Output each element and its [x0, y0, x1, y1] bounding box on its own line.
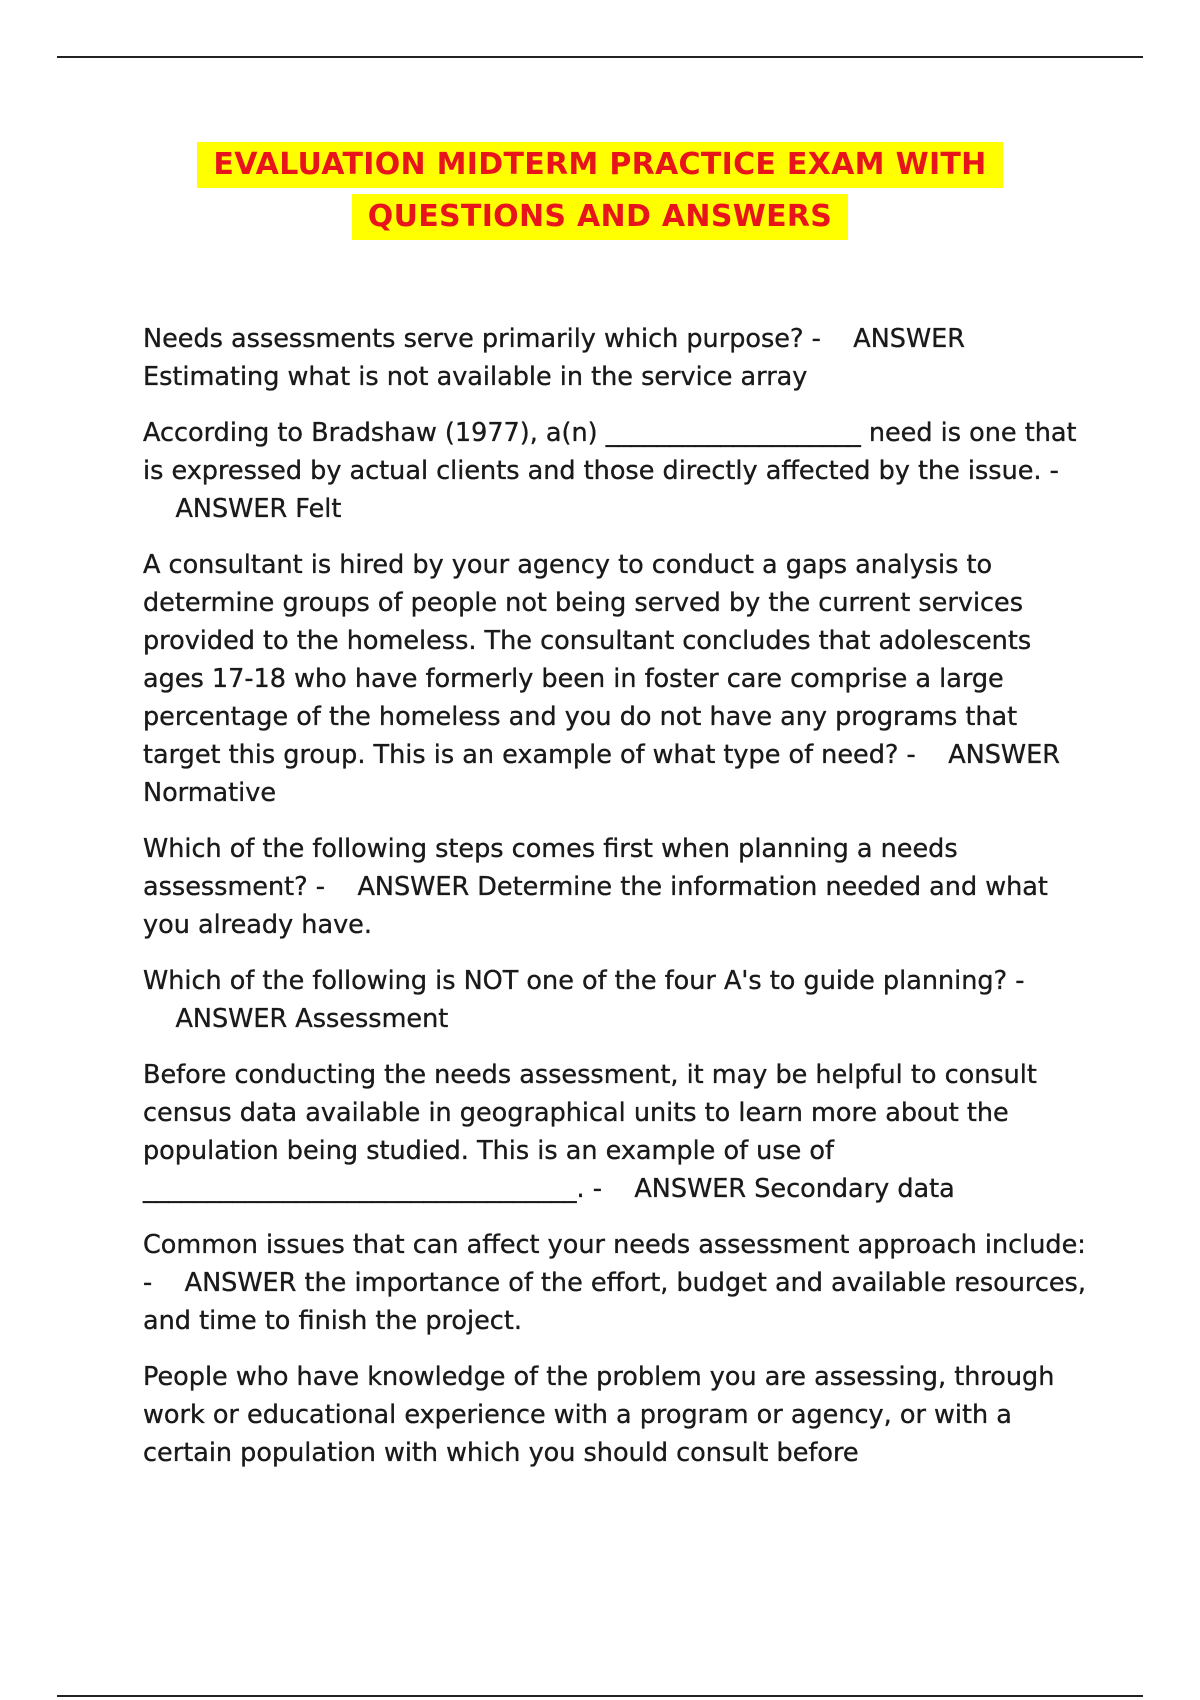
- question-text: People who have knowledge of the problem you are assessing, through work or educational experience with a program or agency, or with a certain population with which you should consult before: [143, 1362, 1055, 1468]
- question-text: Which of the following steps comes first when planning a needs assessment? -: [143, 834, 958, 902]
- qa-list: [143, 320, 1093, 1490]
- question-text: Before conducting the needs assessment, it may be helpful to consult census data available in geographical units to learn more about the population being studied. This is an example of use of __________________________________. -: [143, 1060, 1037, 1204]
- qa-item-1: [143, 320, 1093, 396]
- answer-text: ANSWER Assessment: [175, 1004, 449, 1034]
- question-text: Needs assessments serve primarily which purpose? -: [143, 324, 821, 354]
- question-text: Common issues that can affect your needs assessment approach include: -: [143, 1230, 1086, 1298]
- question-text: A consultant is hired by your agency to conduct a gaps analysis to determine groups of people not being served by the current services provided to the homeless. The consultant concludes that adolescents ages 17-18 who have formerly been in foster care comprise a large percentage of the homeless and you do not have any programs that target this group. This is an example of what type of need? -: [143, 550, 1032, 770]
- title-line-2: QUESTIONS AND ANSWERS: [352, 194, 848, 240]
- answer-text: ANSWER Estimating what is not available in the service array: [143, 324, 965, 392]
- answer-text: ANSWER Felt: [175, 494, 342, 524]
- qa-item-3: [143, 546, 1093, 812]
- qa-item-2: [143, 414, 1093, 528]
- answer-text: ANSWER Normative: [143, 740, 1060, 808]
- title-line-1: EVALUATION MIDTERM PRACTICE EXAM WITH: [197, 142, 1002, 188]
- document-title: [0, 142, 1200, 240]
- answer-text: ANSWER Determine the information needed and what you already have.: [143, 872, 1048, 940]
- question-text: According to Bradshaw (1977), a(n) ____________________ need is one that is expressed by actual clients and those directly affected by the issue. -: [143, 418, 1077, 486]
- bottom-rule: [57, 1695, 1143, 1697]
- qa-item-4: [143, 830, 1093, 944]
- qa-item-8: [143, 1358, 1093, 1472]
- qa-item-6: [143, 1056, 1093, 1208]
- qa-item-5: [143, 962, 1093, 1038]
- answer-text: ANSWER Secondary data: [634, 1174, 955, 1204]
- answer-text: ANSWER the importance of the effort, budget and available resources, and time to finish the project.: [143, 1268, 1086, 1336]
- qa-item-7: [143, 1226, 1093, 1340]
- top-rule: [57, 56, 1143, 58]
- question-text: Which of the following is NOT one of the four A's to guide planning? -: [143, 966, 1025, 996]
